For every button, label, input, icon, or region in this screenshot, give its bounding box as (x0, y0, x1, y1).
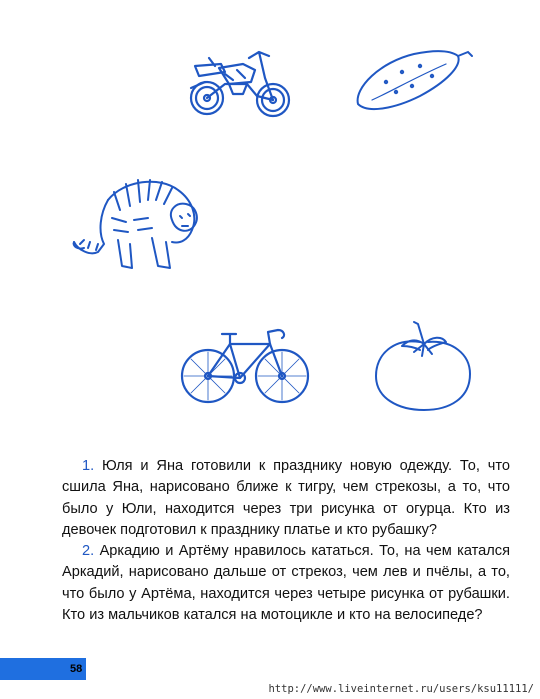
tiger-picture (68, 170, 208, 278)
task-text-2: Аркадию и Артёму нравилось кататься. То, на чем катался Аркадий, нарисовано дальше от стрекоз, чем лев и пчёлы, а то, что было у Артёма, находится через четыре рисунка от рубашки. Кто из мальчиков катался на мотоцикле и кто на велосипеде? (62, 543, 510, 624)
tomato-picture (370, 318, 476, 414)
bicycle-picture (178, 322, 312, 408)
tiger-icon (68, 170, 208, 278)
task-text-block (62, 456, 510, 626)
cucumber-icon (350, 42, 475, 114)
motorcycle-icon (185, 38, 295, 120)
bicycle-icon (178, 322, 312, 408)
task-number-2: 2. (82, 543, 95, 560)
task-paragraph-1 (62, 456, 510, 541)
cucumber-picture (350, 42, 475, 114)
task-number-1: 1. (82, 458, 95, 474)
task-text-1: Юля и Яна готовили к празднику новую одежду. То, что сшила Яна, нарисовано ближе к тигру, чем стрекозы, а то, что было у Юли, находится через три рисунка от огурца. Кто из девочек подготовил к празднику платье и кто рубашку? (62, 458, 510, 538)
motorcycle-picture (185, 38, 295, 120)
task-paragraph-2 (62, 541, 510, 626)
page-number: 58 (70, 663, 83, 675)
watermark-url: http://www.liveinternet.ru/users/ksu11111/ (268, 683, 534, 695)
tomato-icon (370, 318, 476, 414)
